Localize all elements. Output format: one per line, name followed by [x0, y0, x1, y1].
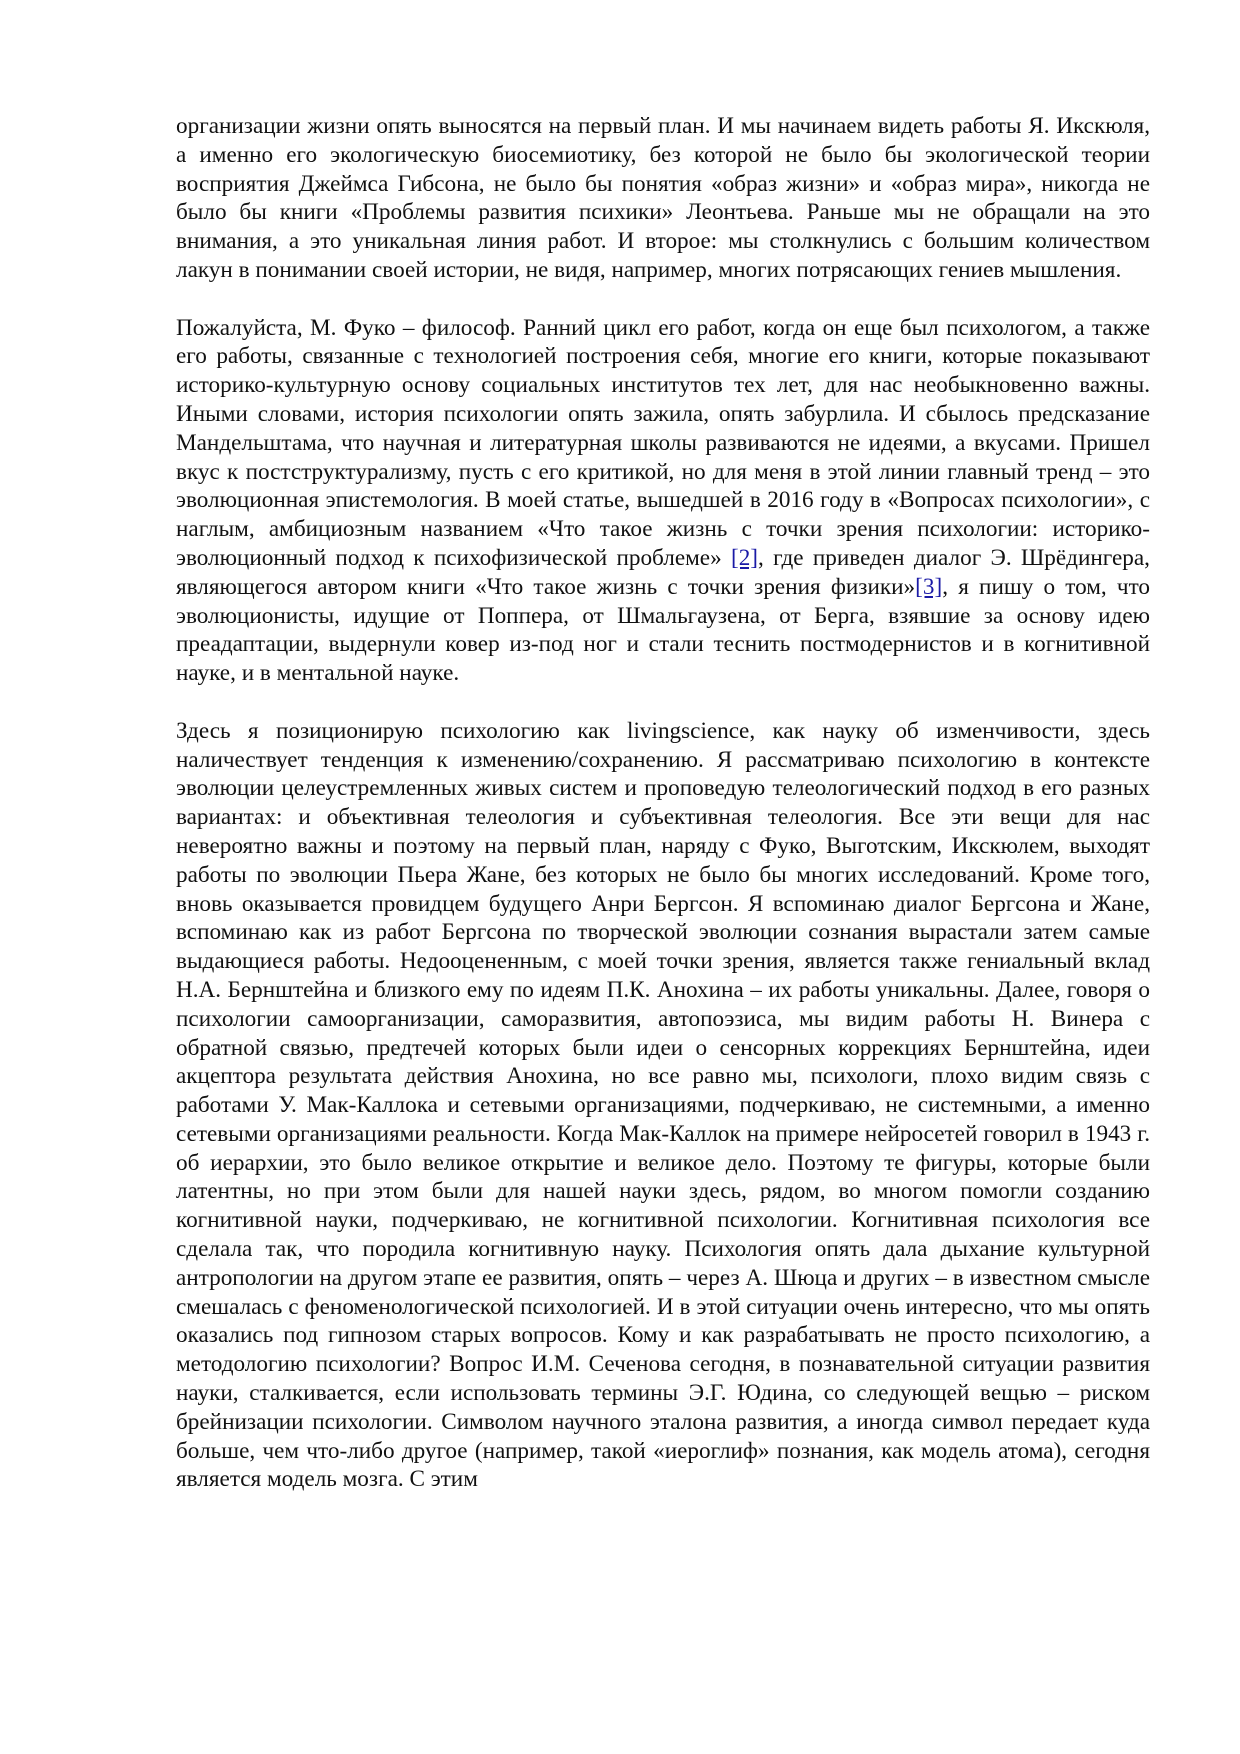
paragraph-1 — [176, 112, 1150, 285]
paragraph-2-text-a: Пожалуйста, М. Фуко – философ. Ранний цикл его работ, когда он еще был психологом, а также его работы, связанные с технологией построения себя, многие его книги, которые показывают историко-культурную основу социальных институтов тех лет, для нас необыкновенно важны. Иными словами, история психологии опять зажила, опять забурлила. И сбылось предсказание Мандельштама, что научная и литературная школы развиваются не идеями, а вкусами. Пришел вкус к постструктурализму, пусть с его критикой, но для меня в этой линии главный тренд – это эволюционная эпистемология. В моей статье, вышедшей в 2016 году в «Вопросах психологии», с наглым, амбициозным названием «Что такое жизнь с точки зрения психологии: историко-эволюционный подход к психофизической проблеме» — [176, 314, 1150, 571]
paragraph-2-text-b: , где приведен диалог Э. Шрёдингера, являющегося автором книги «Что такое жизнь с точки зрения физики» — [176, 544, 1150, 600]
paragraph-2 — [176, 314, 1150, 688]
footnote-link-3[interactable]: [3] — [915, 573, 943, 600]
paragraph-2-text-c: , я пишу о том, что эволюционисты, идущие от Поппера, от Шмальгаузена, от Берга, взявшие за основу идею преадаптации, выдернули ковер из-под ног и стали теснить постмодернистов и в когнитивной науке, и в ментальной науке. — [176, 573, 1151, 687]
paragraph-3 — [176, 717, 1150, 1495]
paragraph-1-text: организации жизни опять выносятся на первый план. И мы начинаем видеть работы Я. Икскюля, а именно его экологическую биосемиотику, без которой не было бы экологической теории восприятия Джеймса Гибсона, не было бы понятия «образ жизни» и «образ мира», никогда не было бы книги «Проблемы развития психики» Леонтьева. Раньше мы не обращали на это внимания, а это уникальная линия работ. И второе: мы столкнулись с большим количеством лакун в понимании своей истории, не видя, например, многих потрясающих гениев мышления. — [176, 113, 1150, 283]
document-page — [176, 112, 1150, 1523]
paragraph-3-text: Здесь я позиционирую психологию как livingscience, как науку об изменчивости, здесь наличествует тенденция к изменению/сохранению. Я рассматриваю психологию в контексте эволюции целеустремленных живых систем и проповедую телеологический подход в его разных вариантах: и объективная телеология и субъективная телеология. Все эти вещи для нас невероятно важны и поэтому на первый план, наряду с Фуко, Выготским, Икскюлем, выходят работы по эволюции Пьера Жане, без которых не было бы многих исследований. Кроме того, вновь оказывается провидцем будущего Анри Бергсон. Я вспоминаю диалог Бергсона и Жане, вспоминаю как из работ Бергсона по творческой эволюции сознания вырастали затем самые выдающиеся работы. Недооцененным, с моей точки зрения, является также гениальный вклад Н.А. Бернштейна и близкого ему по идеям П.К. Анохина – их работы уникальны. Далее, говоря о психологии самоорганизации, саморазвития, автопоэзиса, мы видим работы Н. Винера с обратной связью, предтечей которых были идеи о сенсорных коррекциях Бернштейна, идеи акцептора результата действия Анохина, но все равно мы, психологи, плохо видим связь с работами У. Мак-Каллока и сетевыми организациями, подчеркиваю, не системными, а именно сетевыми организациями реальности. Когда Мак-Каллок на примере нейросетей говорил в 1943 г. об иерархии, это было великое открытие и великое дело. Поэтому те фигуры, которые были латентны, но при этом были для нашей науки здесь, рядом, во многом помогли созданию когнитивной науки, подчеркиваю, не когнитивной психологии. Когнитивная психология все сделала так, что породила когнитивную науку. Психология опять дала дыхание культурной антропологии на другом этапе ее развития, опять – через А. Шюца и других – в известном смысле смешалась с феноменологической психологией. И в этой ситуации очень интересно, что мы опять оказались под гипнозом старых вопросов. Кому и как разрабатывать не просто психологию, а методологию психологии? Вопрос И.М. Сеченова сегодня, в познавательной ситуации развития науки, сталкивается, если использовать термины Э.Г. Юдина, со следующей вещью – риском брейнизации психологии. Символом научного эталона развития, а иногда символ передает куда больше, чем что-либо другое (например, такой «иероглиф» познания, как модель атома), сегодня является модель мозга. С этим — [176, 717, 1150, 1493]
footnote-link-2[interactable]: [2] — [730, 544, 759, 571]
